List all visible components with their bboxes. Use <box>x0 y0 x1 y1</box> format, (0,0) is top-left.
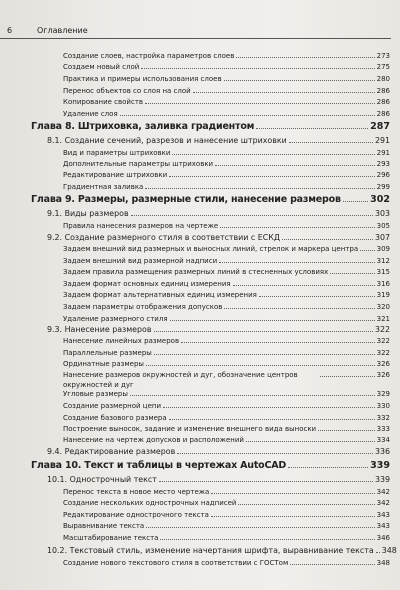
dot-leader <box>224 301 374 309</box>
dot-leader <box>154 347 375 355</box>
dot-leader <box>215 158 375 166</box>
toc-entry <box>47 208 390 219</box>
toc-entry-page: 316 <box>376 280 390 288</box>
toc-entry <box>47 324 390 335</box>
toc-entry-title: Построение выносок, задание и изменение внешнего вида выноски <box>63 425 317 433</box>
toc-entry-title: Дополнительные параметры штриховки <box>63 160 214 168</box>
toc-entry-title: Задаем внешний вид размерных и выносных линий, стрелок и маркера центра <box>63 245 359 253</box>
toc-entry-page: 329 <box>376 390 390 398</box>
dot-leader <box>154 324 373 332</box>
toc-entry-title: Задаем параметры отображения допусков <box>63 303 223 311</box>
toc-entry <box>63 358 390 369</box>
toc-entry <box>63 509 390 520</box>
toc-entry-page: 302 <box>370 194 390 205</box>
toc-entry-page: 275 <box>376 63 390 71</box>
toc-entry-page: 280 <box>376 75 390 83</box>
toc-entry-title: Глава 8. Штриховка, заливка градиентом <box>31 121 255 132</box>
dot-leader <box>259 289 375 297</box>
dot-leader <box>145 96 375 104</box>
toc-entry <box>63 434 390 445</box>
toc-entry <box>63 301 390 312</box>
dot-leader <box>236 50 374 58</box>
toc-entry-title: Масштабирование текста <box>63 534 159 542</box>
dot-leader <box>170 313 375 321</box>
toc-entry-page: 273 <box>376 52 390 60</box>
dot-leader <box>320 369 375 377</box>
toc-entry <box>63 50 390 61</box>
toc-entry-title: Угловые размеры <box>63 390 128 398</box>
toc-entry-page: 320 <box>376 303 390 311</box>
toc-entry <box>63 220 390 231</box>
toc-entry-page: 348 <box>376 559 390 567</box>
toc-entry-title: Нанесение линейных размеров <box>63 337 180 345</box>
toc-entry <box>63 313 390 324</box>
toc-entry-page: 346 <box>376 534 390 542</box>
toc-entry-page: 332 <box>376 414 390 422</box>
toc-entry-title: Нанесение на чертеж допусков и расположений <box>63 436 244 444</box>
toc-entry-page: 309 <box>376 245 390 253</box>
dot-leader <box>343 194 368 202</box>
dot-leader <box>224 73 375 81</box>
dot-leader <box>177 446 373 454</box>
toc-entry-page: 348 <box>381 546 397 555</box>
toc-entry-title: Перенос объектов со слоя на слой <box>63 87 191 95</box>
toc-entry-title: 8.1. Создание сечений, разрезов и нанесение штриховки <box>47 136 287 145</box>
dot-leader <box>211 509 375 517</box>
toc-entry <box>63 412 390 423</box>
toc-entry-title: 10.1. Однострочный текст <box>47 475 157 484</box>
page-number: 6 <box>7 26 13 35</box>
dot-leader <box>289 135 373 143</box>
toc-entry-title: Перенос текста в новое место чертежа <box>63 488 210 496</box>
toc-entry-page: 322 <box>374 325 390 334</box>
toc-entry-title: Создание базового размера <box>63 414 167 422</box>
toc-entry <box>63 181 390 192</box>
toc-entry-title: Задаем формат альтернативных единиц измерения <box>63 291 257 299</box>
toc-entry-page: 334 <box>376 436 390 444</box>
toc-entry-page: 342 <box>376 499 390 507</box>
dot-leader <box>145 181 374 189</box>
dot-leader <box>181 335 375 343</box>
toc-entry-title: Правила нанесения размеров на чертеже <box>63 222 219 230</box>
dot-leader <box>376 545 380 553</box>
toc-entry-page: 291 <box>376 149 390 157</box>
toc-entry-title: Ординатные размеры <box>63 360 144 368</box>
toc-entry-title: Создание слоев, настройка параметров слоев <box>63 52 235 60</box>
dot-leader <box>146 358 375 366</box>
toc-entry-title: Параллельные размеры <box>63 349 152 357</box>
toc-entry-page: 330 <box>376 402 390 410</box>
dot-leader <box>131 208 373 216</box>
toc-entry <box>47 446 390 457</box>
toc-entry-page: 286 <box>376 110 390 118</box>
dot-leader <box>288 460 368 468</box>
toc-entry <box>63 388 390 399</box>
toc-entry <box>63 147 390 158</box>
toc-entry <box>47 545 397 556</box>
toc-entry <box>63 347 390 358</box>
toc-entry-page: 286 <box>376 87 390 95</box>
toc-entry-page: 333 <box>376 425 390 433</box>
toc-entry <box>63 266 390 277</box>
dot-leader <box>163 400 375 408</box>
dot-leader <box>233 278 375 286</box>
toc-entry-page: 342 <box>376 488 390 496</box>
toc-entry <box>63 278 390 289</box>
toc-entry-page: 287 <box>370 121 390 132</box>
toc-entry-title: Выравнивание текста <box>63 522 145 530</box>
toc-entry <box>63 158 390 169</box>
toc-entry-title: Глава 10. Текст и таблицы в чертежах AutoCAD <box>31 460 287 471</box>
toc-entry <box>63 243 390 254</box>
toc-entry <box>63 557 390 568</box>
toc-entry <box>47 135 390 146</box>
toc-entry <box>31 194 390 205</box>
toc-entry-title: Копирование свойств <box>63 98 144 106</box>
dot-leader <box>256 121 368 129</box>
toc-entry-page: 305 <box>376 222 390 230</box>
toc-entry-page: 303 <box>374 209 390 218</box>
dot-leader <box>318 423 375 431</box>
toc-entry-page: 319 <box>376 291 390 299</box>
dot-leader <box>193 85 375 93</box>
toc-entry-title: 9.1. Виды размеров <box>47 209 129 218</box>
toc-entry <box>63 85 390 96</box>
dot-leader <box>141 61 374 69</box>
toc-entry-page: 307 <box>374 233 390 242</box>
toc-entry <box>47 232 390 243</box>
toc-entry <box>63 61 390 72</box>
toc-entry-title: Удаление слоя <box>63 110 118 118</box>
dot-leader <box>282 232 373 240</box>
toc-entry-page: 343 <box>376 522 390 530</box>
toc-entry <box>63 423 390 434</box>
toc-entry-page: 286 <box>376 98 390 106</box>
dot-leader <box>211 486 374 494</box>
toc-entry <box>63 96 390 107</box>
toc-entry <box>63 532 390 543</box>
toc-entry-page: 291 <box>374 136 390 145</box>
toc-entry <box>63 335 390 346</box>
toc-entry <box>63 520 390 531</box>
header-rule <box>0 38 391 39</box>
dot-leader <box>330 266 374 274</box>
toc-entry-title: Практика и примеры использования слоев <box>63 75 222 83</box>
dot-leader <box>246 434 375 442</box>
dot-leader <box>290 557 374 565</box>
toc-entry <box>63 486 390 497</box>
toc-entry-title: 9.2. Создание размерного стиля в соответствии с ЕСКД <box>47 233 281 242</box>
toc-entry-page: 296 <box>376 171 390 179</box>
toc-entry-page: 336 <box>374 447 390 456</box>
toc-entry-title: Создание нескольких однострочных надписей <box>63 499 237 507</box>
toc-entry-title: Градиентная заливка <box>63 183 144 191</box>
dot-leader <box>238 497 374 505</box>
dot-leader <box>130 388 375 396</box>
toc-entry-title: Удаление размерного стиля <box>63 315 168 323</box>
toc-entry-page: 343 <box>376 511 390 519</box>
toc-entry-title: Создаем новый слой <box>63 63 140 71</box>
toc-entry-title: Задаем правила размещения размерных линий в стесненных условиях <box>63 268 329 276</box>
toc-entry <box>63 108 390 119</box>
toc-entry <box>63 369 390 389</box>
dot-leader <box>172 147 374 155</box>
toc-entry <box>63 497 390 508</box>
toc-entry <box>47 474 390 485</box>
toc-entry <box>31 460 390 471</box>
toc-entry <box>63 169 390 180</box>
dot-leader <box>146 520 374 528</box>
section-name: Оглавление <box>37 26 88 35</box>
toc-entry-page: 321 <box>376 315 390 323</box>
dot-leader <box>219 255 375 263</box>
toc-entry-page: 299 <box>376 183 390 191</box>
toc-entry-title: 9.3. Нанесение размеров <box>47 325 152 334</box>
dot-leader <box>159 474 373 482</box>
dot-leader <box>120 108 375 116</box>
toc-entry <box>63 289 390 300</box>
toc-entry-page: 322 <box>376 337 390 345</box>
dot-leader <box>220 220 374 228</box>
toc-entry-page: 312 <box>376 257 390 265</box>
toc-entry-title: Задаем формат основных единиц измерения <box>63 280 231 288</box>
toc-entry-title: Задаем внешний вид размерной надписи <box>63 257 218 265</box>
toc-entry-page: 339 <box>370 460 390 471</box>
toc-entry-page: 293 <box>376 160 390 168</box>
toc-entry-page: 326 <box>376 360 390 368</box>
dot-leader <box>169 412 375 420</box>
toc-entry-title: Создание размерной цепи <box>63 402 161 410</box>
dot-leader <box>169 169 375 177</box>
toc-entry <box>63 73 390 84</box>
toc-entry <box>63 255 390 266</box>
toc-entry-title: Глава 9. Размеры, размерные стили, нанесение размеров <box>31 194 341 205</box>
toc-entry-title: Нанесение размеров окружностей и дуг, обозначение центров окружностей и дуг <box>63 371 298 389</box>
toc-entry-title: Создание нового текстового стиля в соответствии с ГОСТом <box>63 559 289 567</box>
dot-leader <box>360 243 375 251</box>
toc-entry-page: 339 <box>374 475 390 484</box>
toc-entry-title: Редактирование однострочного текста <box>63 511 209 519</box>
dot-leader <box>160 532 374 540</box>
toc-entry-page: 315 <box>376 268 390 276</box>
toc-entry-title: 10.2. Текстовый стиль, изменение начертания шрифта, выравнивание текста <box>47 546 374 555</box>
running-head <box>0 0 400 38</box>
toc-entry <box>63 400 390 411</box>
toc-entry <box>31 121 390 132</box>
toc-entry-title: 9.4. Редактирование размеров <box>47 447 176 456</box>
table-of-contents <box>0 47 400 587</box>
toc-entry-page: 326 <box>376 371 390 379</box>
toc-entry-title: Редактирование штриховки <box>63 171 168 179</box>
toc-entry-page: 322 <box>376 349 390 357</box>
toc-entry-title: Вид и параметры штриховки <box>63 149 171 157</box>
